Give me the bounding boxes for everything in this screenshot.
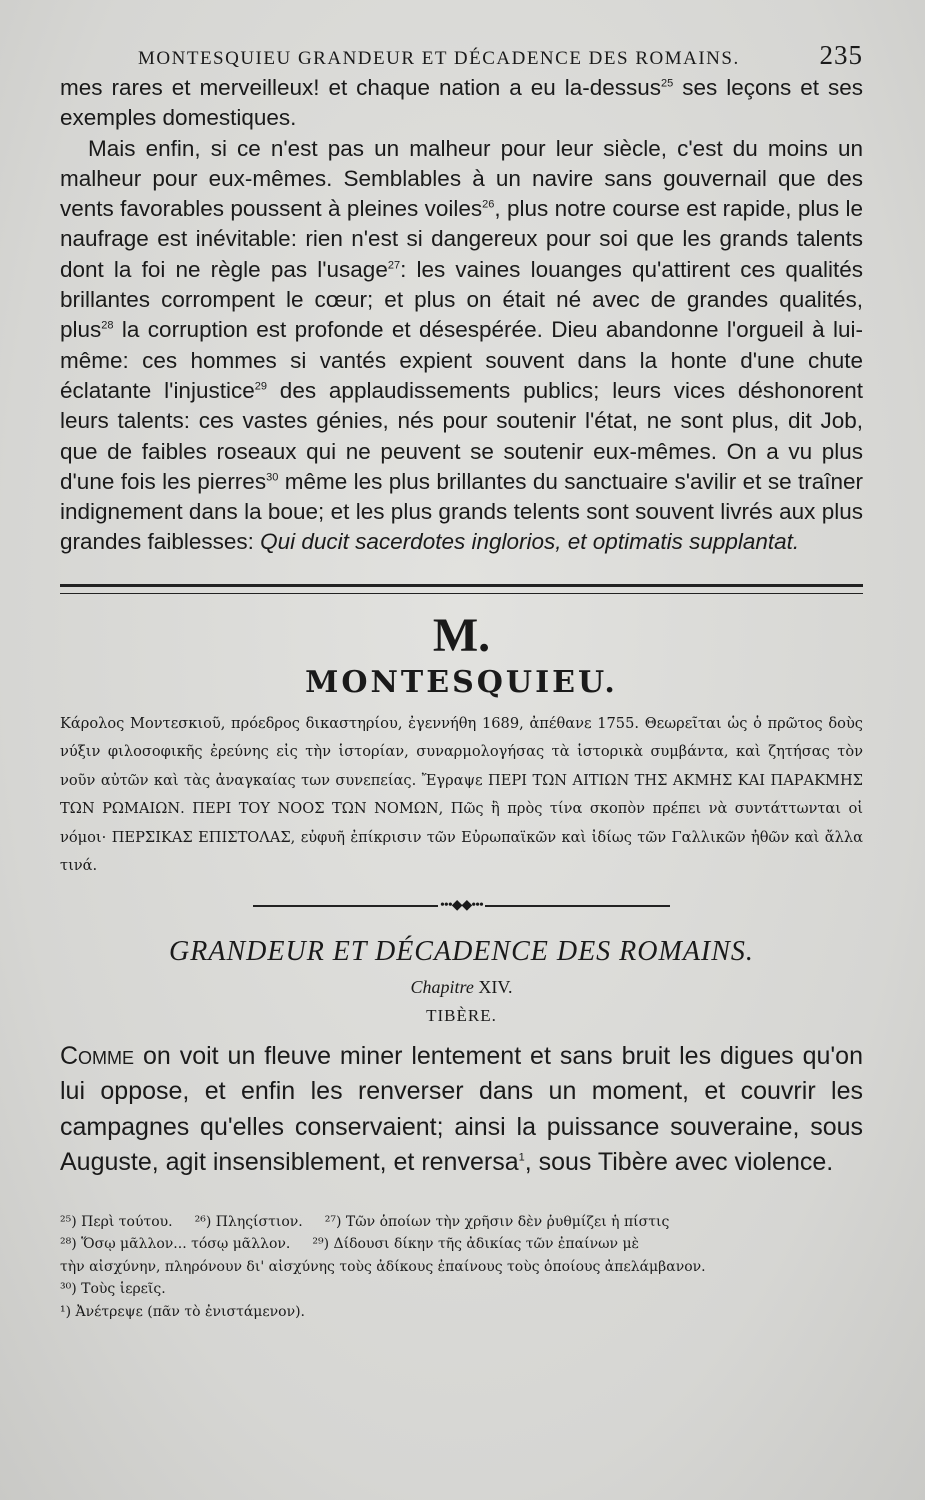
text-run: , sous Tibère avec violence.	[524, 1148, 834, 1177]
continued-text	[60, 73, 863, 558]
footnote-ref[interactable]: 26	[482, 198, 495, 211]
ornament-glyph: •••◆◆•••	[440, 897, 483, 913]
section-divider	[60, 584, 863, 594]
ornament-divider	[60, 899, 863, 913]
latin-quote: Qui ducit sacerdotes inglorios, et optimatis supplantat.	[260, 529, 800, 555]
footnote-line	[60, 1233, 863, 1256]
footnote-ref[interactable]: 27	[387, 259, 401, 272]
ornament-line-right	[485, 905, 670, 907]
text-run: on voit un fleuve miner lentement et sans bruit les digues qu'on lui oppose, et enfin les renverser dans un moment, et couvrir les campagnes qu'elles conservaient; ainsi la puissance souveraine, sous Auguste, agit insensiblement, et renversa	[60, 1041, 863, 1177]
footnote-ref[interactable]: 28	[101, 319, 114, 332]
bio-text: Πῶς ἢ πρὸς τίνα σκοπὸν πρέπει νὰ συντάττωνται οἱ νόμοι·	[60, 800, 863, 846]
author-initial: M.	[432, 608, 491, 662]
chapter-heading	[60, 975, 863, 999]
text-run: des applaudissements publics; leurs vices déshonorent leurs talents: ces vastes génies, nés pour soutenir l'état, ne sont plus, dit Job, que de faibles roseaux qui ne peuvent se soutenir eux-mêmes. On a vu plus d'une fois les pierres	[60, 377, 863, 494]
footnotes	[60, 1211, 863, 1324]
footnote-28: ²⁸) Ὅσῳ μᾶλλον... τόσῳ μᾶλλον.	[60, 1236, 291, 1253]
text-run: : les vaines louanges qu'attirent ces qualités brillantes corrompent le cœur; et plus on était né avec de grandes qualités, plus	[60, 256, 863, 343]
running-head-title: MONTESQUIEU GRANDEUR ET DÉCADENCE DES ROMAINS.	[138, 48, 740, 69]
work-title: GRANDEUR ET DÉCADENCE DES ROMAINS.	[169, 935, 754, 967]
chapter-text	[60, 1039, 863, 1181]
work-title-1: ΠΕΡΙ ΤΩΝ ΑΙΤΙΩΝ ΤΗΣ ΑΚΜΗΣ ΚΑΙ ΠΑΡΑΚΜΗΣ ΤΩΝ ΡΩΜΑΙΩΝ.	[60, 771, 863, 818]
paragraph-2	[60, 134, 863, 558]
text-run: ses leçons et ses exemples domestiques.	[60, 75, 863, 131]
text-run: Mais enfin, si ce n'est pas un malheur pour leur siècle, c'est du moins un malheur pour eux-mêmes. Semblables à un navire sans gouvernail que des vents favorables poussent à pleines voiles	[60, 135, 863, 222]
paragraph-1	[60, 73, 863, 134]
footnote-30: ³⁰) Τοὺς ἱερεῖς.	[60, 1281, 166, 1298]
ornament-line-left	[253, 905, 438, 907]
chapter-word: Chapitre	[410, 976, 474, 997]
chapter-title: TIBÈRE.	[426, 1005, 497, 1025]
bio-text: Κάρολος Μοντεσκιοῦ, πρόεδρος δικαστηρίου, ἐγεννήθη 1689, ἀπέθανε 1755. Θεωρεῖται ὡς ὁ πρῶτος δοὺς νύξιν φιλοσοφικῆς ἐρεύνης εἰς τὴν ἱστορίαν, συναρμολογήσας τὰ ἱστορικὰ συμβάντα, καὶ ζητήσας τὸν νοῦν αὐτῶν καὶ τὰς ἀναγκαίας των συνεπείας. Ἔγραψε	[60, 714, 863, 789]
text-run: , plus notre course est rapide, plus le naufrage est inévitable: rien n'est si dangereux pour soi que les grands talents dont la foi ne règle pas l'usage	[60, 196, 863, 282]
author-name: MONTESQUIEU.	[305, 664, 618, 700]
text-run: la corruption est profonde et désespérée. Dieu abandonne l'orgueil à lui-même: ces hommes si vantés expient souvent dans la honte d'une chute éclatante l'injustice	[60, 317, 863, 403]
footnote-line	[60, 1211, 863, 1234]
footnote-26: ²⁶) Πληςίστιον.	[194, 1213, 303, 1230]
work-title-3: ΠΕΡΣΙΚΑΣ ΕΠΙΣΤΟΛΑΣ,	[111, 828, 296, 846]
opening-word: Comme	[60, 1041, 135, 1070]
footnote-ref[interactable]: 30	[266, 471, 279, 484]
footnote-ref[interactable]: 25	[661, 77, 674, 90]
footnote-29: ²⁹) Δίδουσι δίκην τῆς ἀδικίας τῶν ἐπαίνων μὲ	[312, 1236, 640, 1253]
text-run: mes rares et merveilleux! et chaque nation a eu la-dessus	[60, 75, 662, 100]
running-head	[60, 40, 863, 71]
footnote-29-continued: τὴν αἰσχύνην, πληρόνουν δι' αἰσχύνης τοὺς ἀδίκους ἐπαίνους τοὺς ὁποίους ἀπελάμβανον.	[60, 1258, 706, 1275]
author-biography	[60, 710, 863, 881]
chapter-number: XIV.	[478, 976, 513, 997]
footnote-ref[interactable]: 1	[518, 1151, 525, 1164]
work-title-2: ΠΕΡΙ ΤΟΥ ΝΟΟΣ ΤΩΝ ΝΟΜΩΝ,	[184, 800, 451, 818]
footnote-ref[interactable]: 29	[254, 380, 267, 393]
footnote-25: ²⁵) Περὶ τούτου.	[60, 1213, 173, 1230]
footnote-27: ²⁷) Τῶν ὁποίων τὴν χρῆσιν δὲν ῥυθμίζει ἡ πίστις	[324, 1213, 670, 1230]
bio-text: εὐφυῆ ἐπίκρισιν τῶν Εὐρωπαϊκῶν καὶ ἰδίως τῶν Γαλλικῶν ἠθῶν καὶ ἄλλα τινά.	[60, 828, 863, 875]
page-number: 235	[819, 40, 863, 70]
footnote-1: ¹) Ἀνέτρεψε (πᾶν τὸ ἐνιστάμενον).	[60, 1303, 305, 1320]
text-run: même les plus brillantes du sanctuaire s'avilir et se traîner indignement dans la boue; et les plus grands telents sont souvent livrés aux plus grandes faiblesses:	[60, 468, 863, 555]
